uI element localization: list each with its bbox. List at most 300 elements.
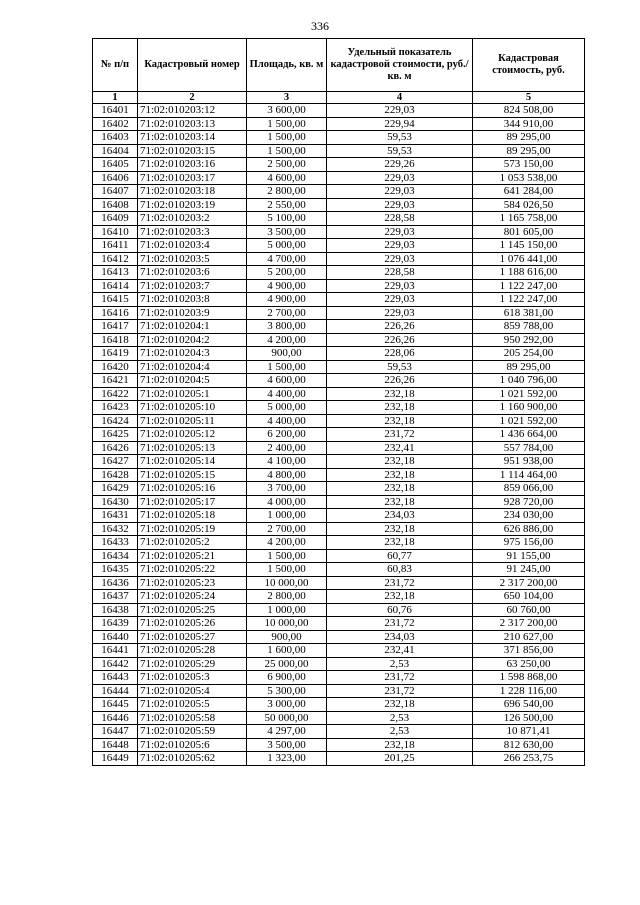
table-row [93, 131, 585, 145]
table-row [93, 185, 585, 199]
cadastral-number-cell: 71:02:010204:1 [138, 320, 247, 334]
area-cell: 5 000,00 [247, 401, 327, 415]
unit-rate-cell: 2,53 [327, 711, 473, 725]
cadastral-number-cell: 71:02:010205:18 [138, 509, 247, 523]
row-number-cell: 16410 [93, 225, 138, 239]
page-number: 336 [311, 19, 329, 33]
unit-rate-cell: 229,03 [327, 198, 473, 212]
row-number-cell: 16433 [93, 536, 138, 550]
area-cell: 5 100,00 [247, 212, 327, 226]
row-number-cell: 16427 [93, 455, 138, 469]
cadastral-value-cell: 344 910,00 [473, 117, 585, 131]
cadastral-value-cell: 1 228 116,00 [473, 684, 585, 698]
unit-rate-cell: 2,53 [327, 725, 473, 739]
area-cell: 4 900,00 [247, 293, 327, 307]
table-row [93, 239, 585, 253]
table-row [93, 576, 585, 590]
table-row [93, 441, 585, 455]
cadastral-value-table [92, 38, 585, 766]
table-row [93, 266, 585, 280]
table-row [93, 536, 585, 550]
cadastral-number-cell: 71:02:010203:16 [138, 158, 247, 172]
row-number-cell: 16430 [93, 495, 138, 509]
unit-rate-cell: 234,03 [327, 630, 473, 644]
row-number-cell: 16412 [93, 252, 138, 266]
row-number-cell: 16421 [93, 374, 138, 388]
cadastral-number-cell: 71:02:010203:5 [138, 252, 247, 266]
unit-rate-cell: 201,25 [327, 752, 473, 766]
area-cell: 1 600,00 [247, 644, 327, 658]
area-cell: 3 800,00 [247, 320, 327, 334]
column-number: 4 [327, 92, 473, 104]
unit-rate-cell: 228,06 [327, 347, 473, 361]
area-cell: 6 900,00 [247, 671, 327, 685]
unit-rate-cell: 231,72 [327, 684, 473, 698]
table-row [93, 455, 585, 469]
unit-rate-cell: 229,03 [327, 252, 473, 266]
cadastral-number-cell: 71:02:010203:4 [138, 239, 247, 253]
unit-rate-cell: 231,72 [327, 671, 473, 685]
cadastral-number-cell: 71:02:010205:5 [138, 698, 247, 712]
cadastral-value-cell: 2 317 200,00 [473, 617, 585, 631]
unit-rate-cell: 232,18 [327, 522, 473, 536]
row-number-cell: 16404 [93, 144, 138, 158]
unit-rate-cell: 232,18 [327, 414, 473, 428]
cadastral-number-cell: 71:02:010203:13 [138, 117, 247, 131]
cadastral-number-cell: 71:02:010203:3 [138, 225, 247, 239]
area-cell: 900,00 [247, 347, 327, 361]
column-number: 2 [138, 92, 247, 104]
cadastral-value-cell: 91 245,00 [473, 563, 585, 577]
cadastral-value-cell: 1 053 538,00 [473, 171, 585, 185]
area-cell: 4 200,00 [247, 333, 327, 347]
unit-rate-cell: 231,72 [327, 428, 473, 442]
cadastral-value-cell: 210 627,00 [473, 630, 585, 644]
area-cell: 4 600,00 [247, 374, 327, 388]
area-cell: 4 900,00 [247, 279, 327, 293]
unit-rate-cell: 229,03 [327, 279, 473, 293]
cadastral-value-cell: 205 254,00 [473, 347, 585, 361]
unit-rate-cell: 228,58 [327, 266, 473, 280]
unit-rate-cell: 229,03 [327, 185, 473, 199]
unit-rate-cell: 229,94 [327, 117, 473, 131]
table-row [93, 158, 585, 172]
cadastral-number-cell: 71:02:010204:2 [138, 333, 247, 347]
cadastral-number-cell: 71:02:010203:14 [138, 131, 247, 145]
row-number-cell: 16443 [93, 671, 138, 685]
unit-rate-cell: 59,53 [327, 144, 473, 158]
row-number-cell: 16414 [93, 279, 138, 293]
unit-rate-cell: 60,76 [327, 603, 473, 617]
cadastral-value-cell: 91 155,00 [473, 549, 585, 563]
cadastral-value-cell: 696 540,00 [473, 698, 585, 712]
table-row [93, 252, 585, 266]
table-header-row [93, 39, 585, 92]
table-row [93, 320, 585, 334]
area-cell: 4 100,00 [247, 455, 327, 469]
unit-rate-cell: 232,41 [327, 644, 473, 658]
area-cell: 25 000,00 [247, 657, 327, 671]
row-number-cell: 16403 [93, 131, 138, 145]
cadastral-value-cell: 824 508,00 [473, 104, 585, 118]
cadastral-value-cell: 60 760,00 [473, 603, 585, 617]
cadastral-number-cell: 71:02:010205:27 [138, 630, 247, 644]
cadastral-value-cell: 626 886,00 [473, 522, 585, 536]
cadastral-number-cell: 71:02:010205:59 [138, 725, 247, 739]
cadastral-value-cell: 1 122 247,00 [473, 279, 585, 293]
cadastral-value-cell: 63 250,00 [473, 657, 585, 671]
cadastral-number-cell: 71:02:010205:1 [138, 387, 247, 401]
header-cadastral-number: Кадастровый номер [138, 39, 247, 92]
area-cell: 4 800,00 [247, 468, 327, 482]
row-number-cell: 16416 [93, 306, 138, 320]
table-row [93, 117, 585, 131]
table-row [93, 509, 585, 523]
cadastral-number-cell: 71:02:010205:4 [138, 684, 247, 698]
table-row [93, 414, 585, 428]
cadastral-number-cell: 71:02:010205:28 [138, 644, 247, 658]
cadastral-value-cell: 573 150,00 [473, 158, 585, 172]
area-cell: 1 500,00 [247, 549, 327, 563]
table-row [93, 725, 585, 739]
cadastral-number-cell: 71:02:010205:3 [138, 671, 247, 685]
table-row [93, 752, 585, 766]
cadastral-number-cell: 71:02:010205:25 [138, 603, 247, 617]
cadastral-number-cell: 71:02:010205:6 [138, 738, 247, 752]
unit-rate-cell: 60,77 [327, 549, 473, 563]
area-cell: 1 000,00 [247, 603, 327, 617]
table-row [93, 428, 585, 442]
area-cell: 1 500,00 [247, 360, 327, 374]
table-row [93, 590, 585, 604]
row-number-cell: 16406 [93, 171, 138, 185]
table-row [93, 671, 585, 685]
unit-rate-cell: 228,58 [327, 212, 473, 226]
row-number-cell: 16441 [93, 644, 138, 658]
cadastral-value-cell: 801 605,00 [473, 225, 585, 239]
cadastral-value-cell: 1 040 796,00 [473, 374, 585, 388]
cadastral-number-cell: 71:02:010205:23 [138, 576, 247, 590]
area-cell: 2 800,00 [247, 590, 327, 604]
row-number-cell: 16402 [93, 117, 138, 131]
unit-rate-cell: 232,18 [327, 482, 473, 496]
row-number-cell: 16408 [93, 198, 138, 212]
unit-rate-cell: 229,03 [327, 293, 473, 307]
cadastral-number-cell: 71:02:010205:21 [138, 549, 247, 563]
table-row [93, 603, 585, 617]
cadastral-number-cell: 71:02:010205:19 [138, 522, 247, 536]
table-row [93, 144, 585, 158]
unit-rate-cell: 232,18 [327, 590, 473, 604]
area-cell: 2 700,00 [247, 522, 327, 536]
cadastral-number-cell: 71:02:010205:29 [138, 657, 247, 671]
unit-rate-cell: 232,18 [327, 495, 473, 509]
area-cell: 1 500,00 [247, 563, 327, 577]
row-number-cell: 16423 [93, 401, 138, 415]
area-cell: 4 000,00 [247, 495, 327, 509]
table-body [93, 104, 585, 766]
area-cell: 5 000,00 [247, 239, 327, 253]
cadastral-number-cell: 71:02:010204:5 [138, 374, 247, 388]
unit-rate-cell: 232,18 [327, 468, 473, 482]
row-number-cell: 16419 [93, 347, 138, 361]
table-row [93, 549, 585, 563]
header-unit-rate: Удельный показатель кадастровой стоимости, руб./кв. м [327, 39, 473, 92]
row-number-cell: 16417 [93, 320, 138, 334]
cadastral-number-cell: 71:02:010203:7 [138, 279, 247, 293]
cadastral-value-cell: 371 856,00 [473, 644, 585, 658]
table-row [93, 347, 585, 361]
table-row [93, 711, 585, 725]
row-number-cell: 16439 [93, 617, 138, 631]
row-number-cell: 16409 [93, 212, 138, 226]
area-cell: 5 200,00 [247, 266, 327, 280]
area-cell: 1 323,00 [247, 752, 327, 766]
column-number: 3 [247, 92, 327, 104]
row-number-cell: 16415 [93, 293, 138, 307]
table-row [93, 563, 585, 577]
cadastral-number-cell: 71:02:010203:18 [138, 185, 247, 199]
unit-rate-cell: 229,26 [327, 158, 473, 172]
row-number-cell: 16418 [93, 333, 138, 347]
area-cell: 6 200,00 [247, 428, 327, 442]
cadastral-number-cell: 71:02:010205:62 [138, 752, 247, 766]
cadastral-value-cell: 89 295,00 [473, 144, 585, 158]
cadastral-number-cell: 71:02:010204:3 [138, 347, 247, 361]
row-number-cell: 16424 [93, 414, 138, 428]
area-cell: 2 500,00 [247, 158, 327, 172]
cadastral-number-cell: 71:02:010205:11 [138, 414, 247, 428]
unit-rate-cell: 60,83 [327, 563, 473, 577]
area-cell: 3 600,00 [247, 104, 327, 118]
area-cell: 2 550,00 [247, 198, 327, 212]
table-row [93, 374, 585, 388]
area-cell: 2 700,00 [247, 306, 327, 320]
cadastral-number-cell: 71:02:010205:2 [138, 536, 247, 550]
cadastral-value-cell: 1 436 664,00 [473, 428, 585, 442]
row-number-cell: 16437 [93, 590, 138, 604]
area-cell: 1 000,00 [247, 509, 327, 523]
area-cell: 3 500,00 [247, 738, 327, 752]
table-row [93, 225, 585, 239]
area-cell: 10 000,00 [247, 617, 327, 631]
cadastral-number-cell: 71:02:010205:58 [138, 711, 247, 725]
column-number: 1 [93, 92, 138, 104]
row-number-cell: 16431 [93, 509, 138, 523]
row-number-cell: 16448 [93, 738, 138, 752]
table-row [93, 212, 585, 226]
cadastral-value-cell: 650 104,00 [473, 590, 585, 604]
table-row [93, 495, 585, 509]
area-cell: 4 600,00 [247, 171, 327, 185]
unit-rate-cell: 226,26 [327, 320, 473, 334]
row-number-cell: 16407 [93, 185, 138, 199]
table-row [93, 684, 585, 698]
header-area: Площадь, кв. м [247, 39, 327, 92]
table-row [93, 293, 585, 307]
cadastral-value-cell: 1 021 592,00 [473, 387, 585, 401]
unit-rate-cell: 59,53 [327, 360, 473, 374]
area-cell: 3 000,00 [247, 698, 327, 712]
cadastral-value-cell: 812 630,00 [473, 738, 585, 752]
table-row [93, 698, 585, 712]
cadastral-value-cell: 89 295,00 [473, 131, 585, 145]
cadastral-value-cell: 1 145 150,00 [473, 239, 585, 253]
row-number-cell: 16449 [93, 752, 138, 766]
cadastral-value-cell: 557 784,00 [473, 441, 585, 455]
table-row [93, 306, 585, 320]
table-row [93, 171, 585, 185]
table-row [93, 333, 585, 347]
cadastral-value-cell: 234 030,00 [473, 509, 585, 523]
row-number-cell: 16432 [93, 522, 138, 536]
area-cell: 4 400,00 [247, 414, 327, 428]
area-cell: 10 000,00 [247, 576, 327, 590]
cadastral-number-cell: 71:02:010203:8 [138, 293, 247, 307]
table-row [93, 387, 585, 401]
cadastral-value-cell: 950 292,00 [473, 333, 585, 347]
cadastral-value-cell: 1 076 441,00 [473, 252, 585, 266]
cadastral-value-cell: 1 188 616,00 [473, 266, 585, 280]
table-row [93, 468, 585, 482]
table-row [93, 360, 585, 374]
table-row [93, 279, 585, 293]
row-number-cell: 16438 [93, 603, 138, 617]
cadastral-value-cell: 10 871,41 [473, 725, 585, 739]
table-row [93, 198, 585, 212]
area-cell: 50 000,00 [247, 711, 327, 725]
cadastral-number-cell: 71:02:010205:17 [138, 495, 247, 509]
unit-rate-cell: 229,03 [327, 104, 473, 118]
cadastral-value-cell: 1 114 464,00 [473, 468, 585, 482]
area-cell: 2 400,00 [247, 441, 327, 455]
cadastral-value-cell: 89 295,00 [473, 360, 585, 374]
cadastral-value-cell: 1 160 900,00 [473, 401, 585, 415]
cadastral-number-cell: 71:02:010203:17 [138, 171, 247, 185]
area-cell: 4 700,00 [247, 252, 327, 266]
unit-rate-cell: 226,26 [327, 333, 473, 347]
row-number-cell: 16411 [93, 239, 138, 253]
cadastral-number-cell: 71:02:010203:9 [138, 306, 247, 320]
unit-rate-cell: 229,03 [327, 225, 473, 239]
cadastral-value-cell: 859 788,00 [473, 320, 585, 334]
cadastral-number-cell: 71:02:010203:6 [138, 266, 247, 280]
area-cell: 1 500,00 [247, 131, 327, 145]
row-number-cell: 16429 [93, 482, 138, 496]
table-row [93, 657, 585, 671]
area-cell: 5 300,00 [247, 684, 327, 698]
row-number-cell: 16444 [93, 684, 138, 698]
table-row [93, 482, 585, 496]
unit-rate-cell: 229,03 [327, 171, 473, 185]
cadastral-number-cell: 71:02:010203:12 [138, 104, 247, 118]
cadastral-value-cell: 1 122 247,00 [473, 293, 585, 307]
area-cell: 900,00 [247, 630, 327, 644]
cadastral-number-cell: 71:02:010203:15 [138, 144, 247, 158]
cadastral-number-cell: 71:02:010205:22 [138, 563, 247, 577]
table-row [93, 104, 585, 118]
cadastral-value-cell: 1 165 758,00 [473, 212, 585, 226]
row-number-cell: 16440 [93, 630, 138, 644]
cadastral-number-cell: 71:02:010205:16 [138, 482, 247, 496]
unit-rate-cell: 59,53 [327, 131, 473, 145]
cadastral-value-cell: 641 284,00 [473, 185, 585, 199]
cadastral-number-cell: 71:02:010203:2 [138, 212, 247, 226]
cadastral-value-cell: 266 253,75 [473, 752, 585, 766]
cadastral-number-cell: 71:02:010205:13 [138, 441, 247, 455]
cadastral-number-cell: 71:02:010205:26 [138, 617, 247, 631]
row-number-cell: 16425 [93, 428, 138, 442]
column-number: 5 [473, 92, 585, 104]
table-row [93, 630, 585, 644]
row-number-cell: 16401 [93, 104, 138, 118]
unit-rate-cell: 234,03 [327, 509, 473, 523]
table-row [93, 644, 585, 658]
area-cell: 4 297,00 [247, 725, 327, 739]
column-number-row [93, 92, 585, 104]
unit-rate-cell: 232,18 [327, 401, 473, 415]
unit-rate-cell: 2,53 [327, 657, 473, 671]
unit-rate-cell: 232,41 [327, 441, 473, 455]
header-cadastral-value: Кадастровая стоимость, руб. [473, 39, 585, 92]
cadastral-number-cell: 71:02:010205:10 [138, 401, 247, 415]
row-number-cell: 16445 [93, 698, 138, 712]
cadastral-number-cell: 71:02:010205:24 [138, 590, 247, 604]
area-cell: 1 500,00 [247, 117, 327, 131]
cadastral-value-cell: 951 938,00 [473, 455, 585, 469]
table-row [93, 617, 585, 631]
unit-rate-cell: 232,18 [327, 387, 473, 401]
cadastral-number-cell: 71:02:010205:12 [138, 428, 247, 442]
unit-rate-cell: 232,18 [327, 536, 473, 550]
unit-rate-cell: 231,72 [327, 617, 473, 631]
cadastral-value-cell: 584 026,50 [473, 198, 585, 212]
cadastral-value-cell: 975 156,00 [473, 536, 585, 550]
row-number-cell: 16426 [93, 441, 138, 455]
table-row [93, 401, 585, 415]
cadastral-value-cell: 618 381,00 [473, 306, 585, 320]
row-number-cell: 16405 [93, 158, 138, 172]
unit-rate-cell: 229,03 [327, 239, 473, 253]
unit-rate-cell: 232,18 [327, 738, 473, 752]
unit-rate-cell: 232,18 [327, 455, 473, 469]
cadastral-value-cell: 1 598 868,00 [473, 671, 585, 685]
row-number-cell: 16434 [93, 549, 138, 563]
row-number-cell: 16435 [93, 563, 138, 577]
unit-rate-cell: 232,18 [327, 698, 473, 712]
row-number-cell: 16442 [93, 657, 138, 671]
header-row-number: № п/п [93, 39, 138, 92]
unit-rate-cell: 229,03 [327, 306, 473, 320]
cadastral-value-cell: 859 066,00 [473, 482, 585, 496]
row-number-cell: 16420 [93, 360, 138, 374]
table-row [93, 522, 585, 536]
row-number-cell: 16428 [93, 468, 138, 482]
area-cell: 2 800,00 [247, 185, 327, 199]
row-number-cell: 16447 [93, 725, 138, 739]
area-cell: 3 500,00 [247, 225, 327, 239]
cadastral-value-cell: 1 021 592,00 [473, 414, 585, 428]
cadastral-number-cell: 71:02:010204:4 [138, 360, 247, 374]
area-cell: 4 400,00 [247, 387, 327, 401]
cadastral-number-cell: 71:02:010203:19 [138, 198, 247, 212]
row-number-cell: 16436 [93, 576, 138, 590]
unit-rate-cell: 231,72 [327, 576, 473, 590]
row-number-cell: 16413 [93, 266, 138, 280]
area-cell: 3 700,00 [247, 482, 327, 496]
row-number-cell: 16422 [93, 387, 138, 401]
cadastral-number-cell: 71:02:010205:14 [138, 455, 247, 469]
